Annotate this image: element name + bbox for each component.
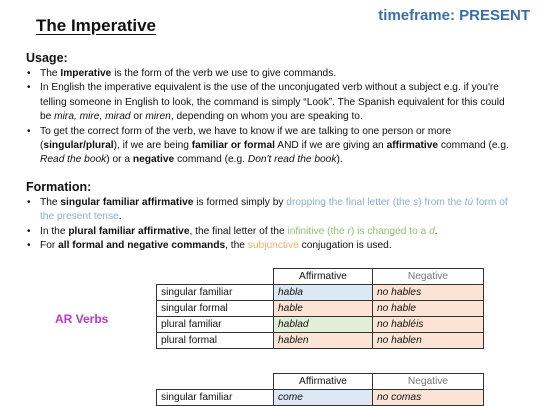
list-item bbox=[26, 239, 510, 253]
affirmative-header: Affirmative bbox=[274, 374, 373, 390]
usage-heading: Usage: bbox=[26, 51, 68, 65]
text-run: Imperative bbox=[60, 68, 112, 79]
text-run: singular/plural bbox=[43, 140, 114, 152]
text-run: The bbox=[40, 68, 61, 79]
text-run: In the bbox=[40, 225, 69, 237]
negative-cell: no hable bbox=[373, 301, 484, 317]
affirmative-cell: habla bbox=[274, 285, 373, 301]
text-run: Read the book bbox=[40, 154, 107, 166]
table-header-row bbox=[157, 269, 484, 285]
list-item bbox=[26, 125, 510, 168]
er-conjugation-table bbox=[156, 373, 484, 406]
list-item bbox=[26, 67, 510, 81]
text-run: command (e.g. bbox=[438, 140, 509, 152]
table-corner bbox=[157, 269, 274, 285]
text-run: or bbox=[130, 111, 146, 123]
negative-cell: no hables bbox=[373, 285, 484, 301]
affirmative-cell: hable bbox=[274, 301, 373, 317]
table-row bbox=[157, 333, 484, 349]
text-run: all formal and negative commands bbox=[58, 240, 226, 252]
text-run: Don't read the book bbox=[247, 154, 337, 166]
text-run: ) is changed to a bbox=[350, 225, 430, 237]
text-run: The bbox=[40, 197, 61, 208]
usage-list bbox=[26, 67, 510, 168]
text-run: command (e.g. bbox=[174, 154, 248, 166]
text-run: s bbox=[413, 197, 419, 208]
negative-cell: no comas bbox=[373, 390, 484, 406]
text-run: ) or a bbox=[106, 154, 133, 166]
negative-header: Negative bbox=[373, 374, 484, 390]
text-run: ). bbox=[336, 154, 343, 166]
text-run: is formed simply by bbox=[193, 197, 287, 208]
row-label-cell: singular formal bbox=[157, 301, 274, 317]
formation-heading: Formation: bbox=[26, 180, 92, 194]
text-run: In English the imperative equivalent is the use of the unconjugated verb without a subject e.g. if you're telling someone in English to look, the command is simply “Look”. The Spanish equivalent for this could be bbox=[40, 82, 505, 123]
list-item bbox=[26, 81, 510, 124]
text-run: negative bbox=[132, 154, 175, 166]
table-header-row bbox=[157, 374, 484, 390]
negative-cell: no hablen bbox=[373, 333, 484, 349]
text-run: d bbox=[429, 225, 435, 237]
affirmative-cell: come bbox=[274, 390, 373, 406]
timeframe-label: timeframe: PRESENT bbox=[378, 7, 530, 24]
text-run: . bbox=[118, 211, 122, 223]
text-run: familiar or formal bbox=[191, 140, 275, 152]
text-run: plural familiar affirmative bbox=[68, 225, 190, 237]
row-label-cell: singular familiar bbox=[157, 285, 274, 301]
affirmative-header: Affirmative bbox=[274, 269, 373, 285]
ar-conjugation-table bbox=[156, 268, 484, 349]
text-run: form of the present tense bbox=[40, 197, 508, 223]
text-run: singular familiar affirmative bbox=[60, 197, 194, 208]
text-run: , the final letter of the bbox=[189, 225, 288, 237]
text-run: subjunctive bbox=[247, 240, 299, 252]
text-run: dropping the final letter (the bbox=[286, 197, 414, 208]
formation-list bbox=[26, 196, 510, 254]
affirmative-cell: hablad bbox=[274, 317, 373, 333]
row-label-cell: plural familiar bbox=[157, 317, 274, 333]
text-run: To get the correct form of the verb, we have to know if we are talking to one person or more ( bbox=[40, 125, 452, 152]
text-run: ) from the bbox=[418, 197, 465, 208]
table-corner bbox=[157, 374, 274, 390]
table-row bbox=[157, 285, 484, 301]
page-title: The Imperative bbox=[36, 16, 156, 35]
text-run: For bbox=[40, 240, 59, 252]
row-label-cell: singular familiar bbox=[157, 390, 274, 406]
row-label-cell: plural formal bbox=[157, 333, 274, 349]
text-run: ), if we are being bbox=[113, 140, 192, 152]
text-run: mira, mire, mirad bbox=[54, 111, 131, 123]
table-row bbox=[157, 301, 484, 317]
text-run: miren bbox=[145, 111, 171, 123]
table-row bbox=[157, 390, 484, 406]
affirmative-cell: hablen bbox=[274, 333, 373, 349]
text-run: infinitive (the bbox=[287, 225, 348, 237]
text-run: tú bbox=[464, 197, 474, 208]
text-run: is the form of the verb we use to give commands. bbox=[111, 68, 337, 79]
table-row bbox=[157, 317, 484, 333]
list-item bbox=[26, 225, 510, 239]
text-run: conjugation is used. bbox=[298, 240, 392, 252]
negative-header: Negative bbox=[373, 269, 484, 285]
text-run: . bbox=[434, 225, 438, 237]
negative-cell: no habléis bbox=[373, 317, 484, 333]
ar-verbs-label: AR Verbs bbox=[55, 312, 109, 326]
text-run: , depending on whom you are speaking to. bbox=[170, 111, 363, 123]
text-run: , the bbox=[225, 240, 248, 252]
text-run: AND if we are giving an bbox=[275, 140, 387, 152]
text-run: affirmative bbox=[386, 140, 439, 152]
text-run: r bbox=[347, 225, 351, 237]
list-item bbox=[26, 196, 510, 225]
